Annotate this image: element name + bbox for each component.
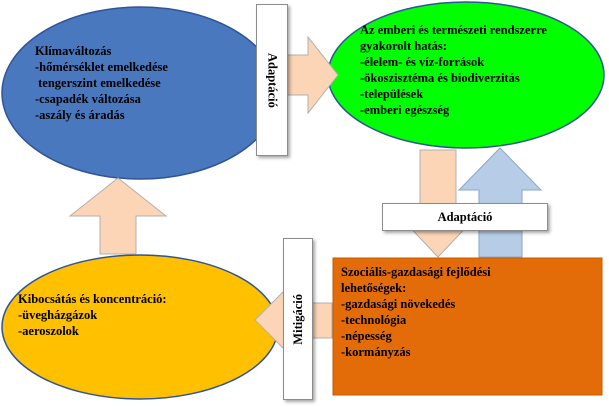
socio-item: -népesség [341,329,392,343]
impact-item: -emberi egészség [360,103,450,117]
emission-item: -üvegházgázok [18,308,98,322]
emission-title: Kibocsátás és koncentráció: [18,292,167,306]
mitigation-label [283,238,313,400]
climate-change-text [35,43,168,123]
arrow-emission-to-climate [70,178,166,254]
climate-item: tengerszint emelkedése [35,76,161,90]
impact-text [360,22,547,118]
emission-item: -aeroszolok [18,324,79,338]
impact-item: -ökoszisztéma és biodiverzitás [360,71,520,85]
socio-economic-text [341,264,491,360]
impact-item: -települések [360,87,424,101]
mitigation-label-text: Mitigáció [290,293,305,345]
adaptation-label-right-text: Adaptáció [437,209,493,224]
climate-change-title: Klímaváltozás [35,44,112,58]
adaptation-label-right [382,203,548,231]
emission-text [18,291,167,339]
adaptation-label-top-text: Adaptáció [265,52,280,108]
socio-item: -gazdasági növekedés [341,297,456,311]
impact-title-line1: Az emberi és természeti rendszerre [360,23,547,37]
socio-title-line1: Szociális-gazdasági fejlődési [341,265,491,279]
socio-item: -technológia [341,313,407,327]
socio-item: -kormányzás [341,345,411,359]
impact-title-line2: gyakorolt hatás: [360,39,447,53]
socio-title-line2: lehetőségek: [341,281,407,295]
climate-item: -hőmérséklet emelkedése [35,60,168,74]
impact-item: -élelem- és víz-források [360,55,485,69]
arrow-climate-to-impact [280,37,338,113]
climate-item: -csapadék változása [35,92,141,106]
adaptation-label-top [256,4,288,156]
climate-item: -aszály és áradás [35,108,125,122]
